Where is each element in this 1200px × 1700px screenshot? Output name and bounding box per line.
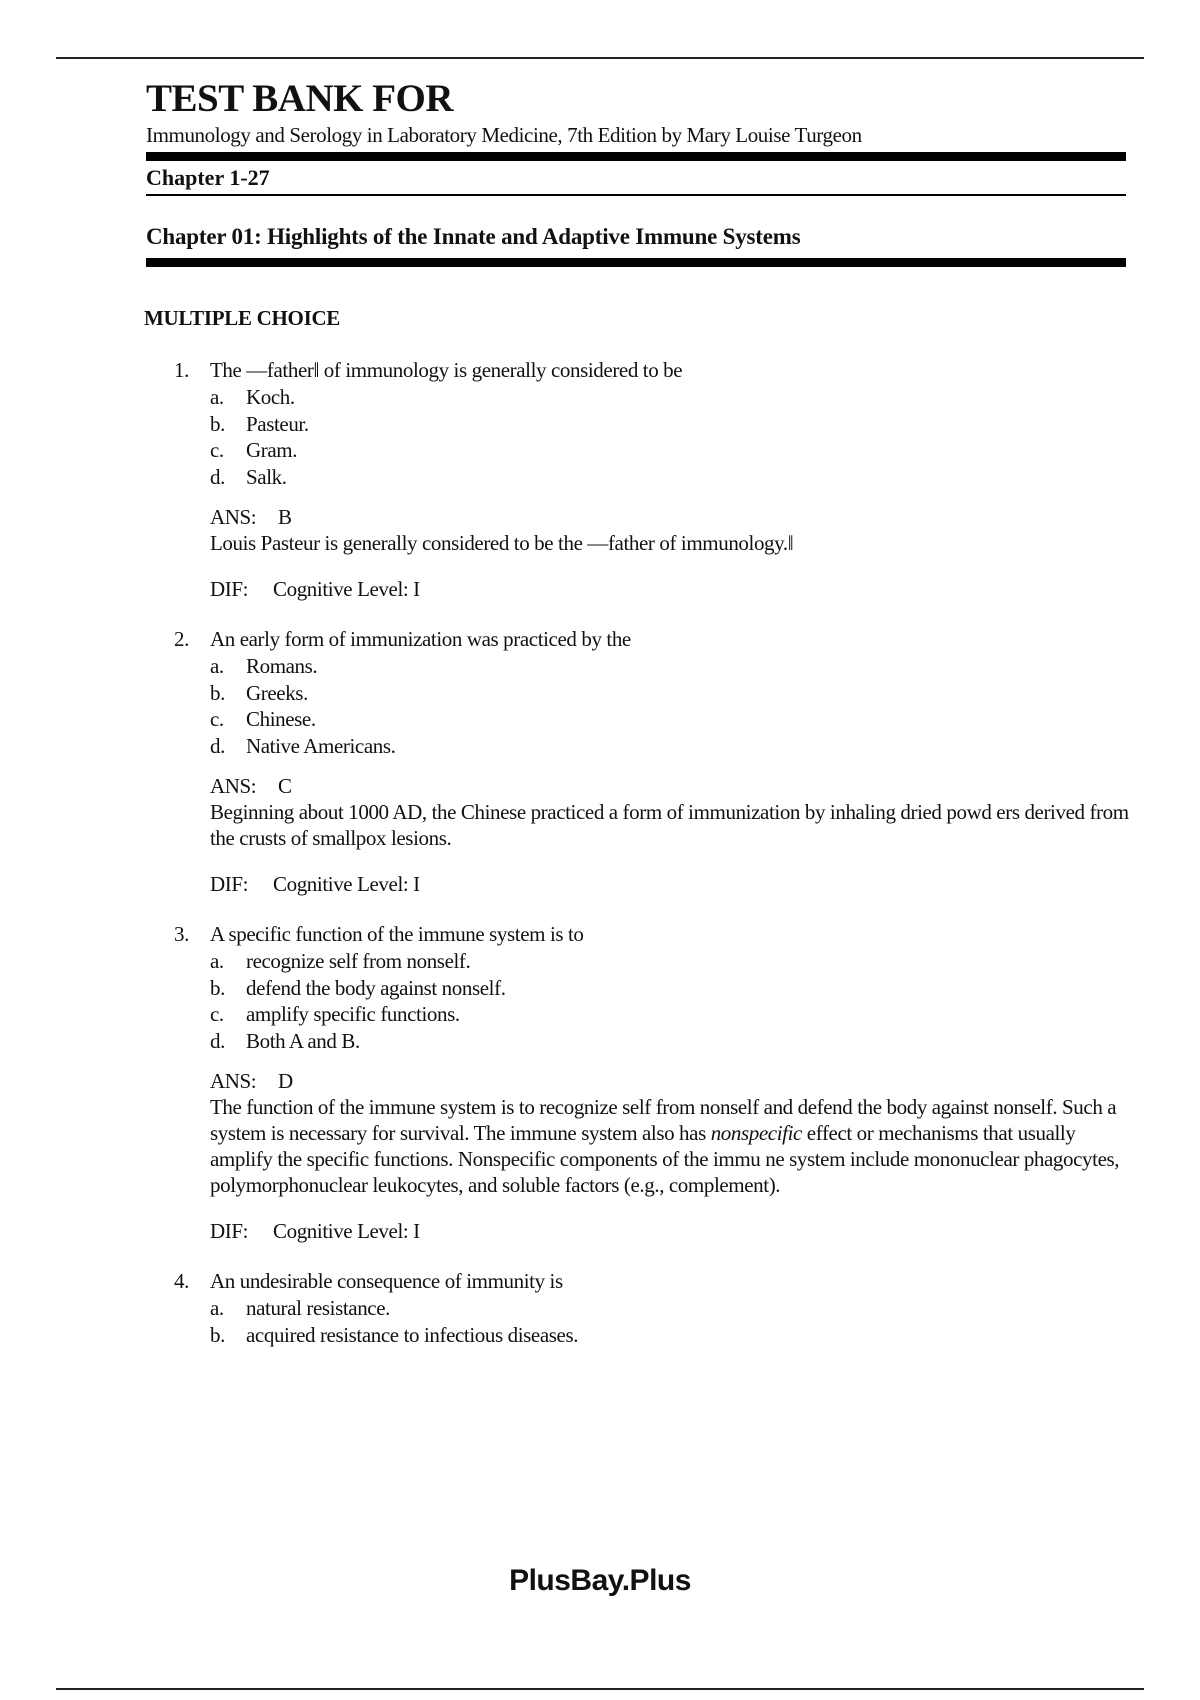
answer-options (146, 384, 1126, 490)
document-content (144, 76, 1129, 1348)
answer-line (210, 1068, 1126, 1094)
question-stem (146, 357, 1126, 383)
question-2 (146, 626, 1129, 897)
question-text: A specific function of the immune system is to (210, 922, 584, 946)
question-4 (146, 1268, 1126, 1348)
option-text: Chinese. (246, 707, 316, 731)
answer-label: ANS: (210, 1069, 257, 1093)
answer-line (210, 504, 1126, 530)
question-text: An early form of immunization was practiced by the (210, 627, 631, 651)
answer-line (210, 773, 1126, 799)
question-1 (146, 357, 1126, 602)
answer-key: C (278, 774, 292, 798)
option-letter: a. (210, 654, 224, 678)
question-number: 3. (174, 922, 189, 946)
answer-option (146, 653, 1126, 680)
option-letter: d. (210, 464, 225, 489)
option-text: acquired resistance to infectious diseases. (246, 1322, 579, 1347)
answer-option (146, 733, 1126, 760)
question-text: The ―father‖ of immunology is generally considered to be (210, 358, 683, 382)
option-letter: d. (210, 1028, 225, 1053)
option-text: Both A and B. (246, 1028, 360, 1053)
answer-option (146, 1322, 1126, 1349)
answer-rationale: Louis Pasteur is generally considered to be the ―father of immunology.‖ (210, 531, 794, 555)
answer-options (146, 1295, 1126, 1348)
question-stem (146, 921, 1126, 947)
rationale-emphasis: nonspecific (710, 1121, 802, 1145)
bottom-page-rule (56, 1688, 1144, 1690)
option-text: recognize self from nonself. (246, 949, 471, 973)
answer-block (146, 773, 1129, 851)
option-text: Salk. (246, 464, 287, 489)
answer-block (146, 504, 1126, 556)
answer-option (146, 1001, 1126, 1028)
difficulty-label: DIF: (210, 1219, 249, 1243)
answer-options (146, 948, 1126, 1054)
answer-option (146, 680, 1126, 707)
answer-rationale: Beginning about 1000 AD, the Chinese practiced a form of immunization by inhaling dried powd ers derived from the crusts of smallpox lesions. (210, 800, 1129, 850)
chapter-title: Chapter 01: Highlights of the Innate and Adaptive Immune Systems (146, 224, 801, 249)
difficulty-value: Cognitive Level: I (273, 872, 420, 896)
difficulty-line (146, 576, 1126, 602)
option-letter: b. (210, 680, 225, 705)
question-number: 4. (174, 1269, 189, 1293)
option-letter: d. (210, 733, 225, 758)
answer-label: ANS: (210, 505, 257, 529)
answer-options (146, 653, 1126, 759)
option-text: defend the body against nonself. (246, 975, 506, 1000)
option-letter: b. (210, 975, 225, 1000)
answer-option (146, 464, 1126, 491)
question-3 (146, 921, 1126, 1244)
option-letter: c. (210, 1002, 224, 1026)
question-stem (146, 1268, 1126, 1294)
answer-option (146, 1028, 1126, 1055)
question-number: 2. (174, 627, 189, 651)
difficulty-line (146, 1218, 1126, 1244)
option-text: Koch. (246, 385, 295, 409)
option-text: Greeks. (246, 680, 308, 705)
chapter-divider (146, 258, 1126, 267)
rationale-text: effect or mechanisms that usually amplify the specific functions. Nonspecific components of the immu ne system include mononuclear phagocytes, polymorphonuclear leukocytes, and soluble factors (e.g., complement). (210, 1121, 1120, 1197)
option-letter: b. (210, 411, 225, 436)
option-text: amplify specific functions. (246, 1002, 460, 1026)
header-thin-divider (146, 194, 1126, 196)
answer-option (146, 384, 1126, 411)
rationale-text: The function of the immune system is to recognize self from nonself and defend the body against nonself. Such a system is necessary for survival. The immune system also has (210, 1095, 1117, 1145)
option-letter: c. (210, 707, 224, 731)
answer-key: B (278, 505, 292, 529)
document-subtitle: Immunology and Serology in Laboratory Medicine, 7th Edition by Mary Louise Turgeon (146, 123, 862, 147)
answer-option (146, 437, 1126, 464)
option-text: Gram. (246, 438, 298, 462)
answer-option (146, 411, 1126, 438)
answer-rationale (210, 1094, 1130, 1198)
document-title: TEST BANK FOR (146, 77, 454, 120)
answer-option (146, 975, 1126, 1002)
difficulty-label: DIF: (210, 577, 249, 601)
option-letter: a. (210, 385, 224, 409)
footer-brand: PlusBay.Plus (509, 1564, 691, 1597)
top-page-rule (56, 57, 1144, 59)
option-text: Pasteur. (246, 411, 309, 436)
answer-option (146, 948, 1126, 975)
section-heading: MULTIPLE CHOICE (144, 306, 341, 330)
option-letter: a. (210, 1296, 224, 1320)
header-thick-divider (146, 152, 1126, 161)
answer-block (146, 1068, 1126, 1198)
option-text: Native Americans. (246, 733, 396, 758)
answer-option (146, 706, 1126, 733)
option-text: Romans. (246, 654, 318, 678)
option-letter: c. (210, 438, 224, 462)
chapter-range: Chapter 1-27 (146, 165, 270, 190)
difficulty-line (146, 871, 1126, 897)
question-stem (146, 626, 1126, 652)
question-text: An undesirable consequence of immunity is (210, 1269, 563, 1293)
option-text: natural resistance. (246, 1296, 390, 1320)
question-number: 1. (174, 358, 189, 382)
option-letter: a. (210, 949, 224, 973)
difficulty-label: DIF: (210, 872, 249, 896)
option-letter: b. (210, 1322, 225, 1347)
answer-key: D (278, 1069, 293, 1093)
answer-label: ANS: (210, 774, 257, 798)
difficulty-value: Cognitive Level: I (273, 1219, 420, 1243)
difficulty-value: Cognitive Level: I (273, 577, 420, 601)
answer-option (146, 1295, 1126, 1322)
